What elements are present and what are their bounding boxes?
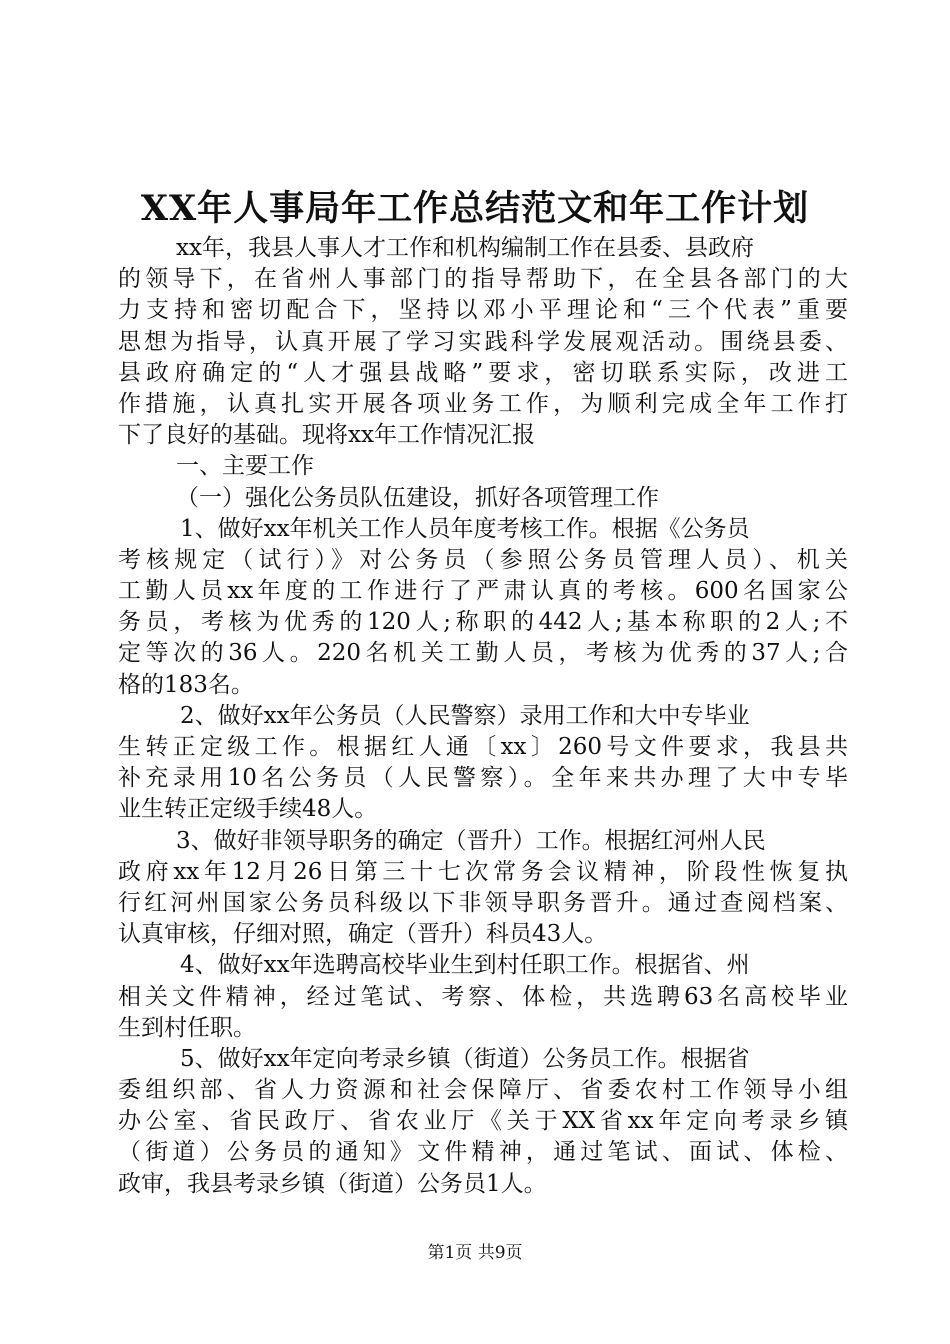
body-line: 考核规定（试行）》对公务员（参照公务员管理人员）、机关	[118, 546, 848, 573]
body-line: 1、做好xx年机关工作人员年度考核工作。根据《公务员	[180, 515, 750, 542]
body-line: 作措施，认真扎实开展各项业务工作，为顺利完成全年工作打	[118, 390, 848, 417]
body-line: 政府xx年12月26日第三十七次常务会议精神，阶段性恢复执	[118, 858, 848, 885]
body-line: 行红河州国家公务员科级以下非领导职务晋升。通过查阅档案、	[118, 889, 848, 916]
body-line: 补充录用10名公务员（人民警察）。全年来共办理了大中专毕	[118, 765, 848, 792]
body-line: 办公室、省民政厅、省农业厅《关于XX省xx年定向考录乡镇	[118, 1108, 848, 1135]
body-line: 5、做好xx年定向考录乡镇（街道）公务员工作。根据省	[180, 1045, 750, 1072]
body-line: 2、做好xx年公务员（人民警察）录用工作和大中专毕业	[180, 702, 750, 729]
body-line: 4、做好xx年选聘高校毕业生到村任职工作。根据省、州	[180, 952, 750, 979]
body-line: 思想为指导，认真开展了学习实践科学发展观活动。围绕县委、	[118, 328, 848, 355]
body-line: 生转正定级工作。根据红人通〔xx〕260号文件要求，我县共	[118, 734, 848, 760]
document-body	[118, 233, 848, 1200]
body-line: 认真审核，仔细对照，确定（晋升）科员43人。	[118, 921, 608, 948]
body-line: 工勤人员xx年度的工作进行了严肃认真的考核。600名国家公	[118, 578, 848, 605]
body-line: xx年，我县人事人才工作和机构编制工作在县委、县政府	[176, 235, 754, 261]
body-line: 政审，我县考录乡镇（街道）公务员1人。	[118, 1170, 547, 1197]
document-title: XX年人事局年工作总结范文和年工作计划	[140, 188, 810, 229]
body-line: 定等次的36人。220名机关工勤人员，考核为优秀的37人;合	[118, 640, 848, 667]
body-line: 下了良好的基础。现将xx年工作情况汇报	[118, 422, 535, 449]
body-line: 格的183名。	[118, 671, 254, 698]
subsection-heading: （一）强化公务员队伍建设，抓好各项管理工作	[176, 484, 659, 511]
body-line: 3、做好非领导职务的确定（晋升）工作。根据红河州人民	[176, 827, 766, 854]
body-line: 委组织部、省人力资源和社会保障厅、省委农村工作领导小组	[118, 1077, 848, 1104]
body-line: 业生转正定级手续48人。	[118, 796, 378, 823]
body-line: 的领导下，在省州人事部门的指导帮助下，在全县各部门的大	[118, 266, 848, 293]
body-line: 务员，考核为优秀的120人;称职的442人;基本称职的2人;不	[118, 609, 848, 636]
body-line: （街道）公务员的通知》文件精神，通过笔试、面试、体检、	[118, 1139, 848, 1166]
body-line: 力支持和密切配合下，坚持以邓小平理论和“三个代表”重要	[118, 297, 848, 324]
page-number: 第1页 共9页	[427, 1243, 523, 1263]
body-line: 相关文件精神，经过笔试、考察、体检，共选聘63名高校毕业	[118, 983, 848, 1010]
body-line: 生到村任职。	[118, 1014, 256, 1041]
section-heading: 一、主要工作	[176, 453, 314, 480]
body-line: 县政府确定的“人才强县战略”要求，密切联系实际，改进工	[118, 359, 848, 386]
